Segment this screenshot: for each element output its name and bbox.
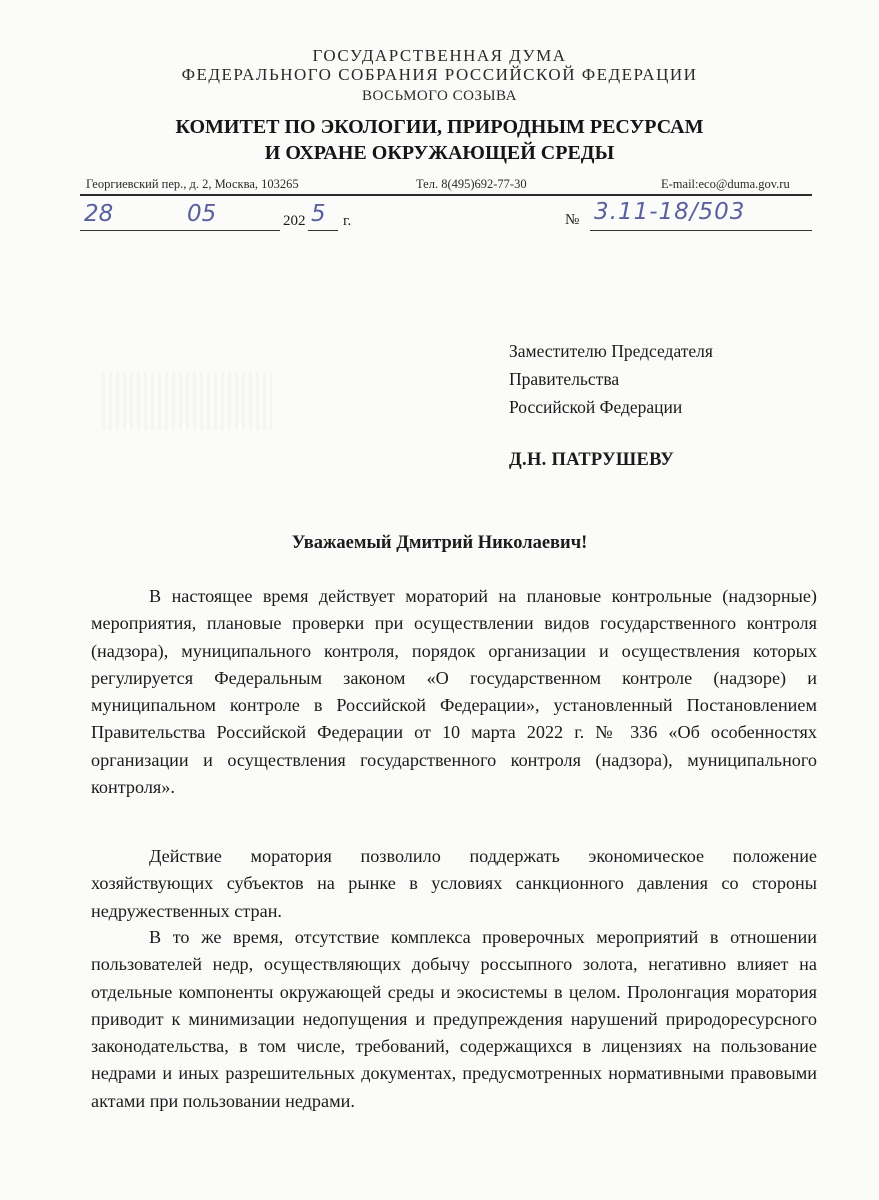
date-underline bbox=[80, 230, 280, 231]
committee-email[interactable]: E-mail:eco@duma.gov.ru bbox=[661, 177, 790, 191]
letterhead-divider bbox=[80, 194, 812, 196]
date-year-digit: 5 bbox=[311, 201, 326, 227]
committee-phone: Тел. 8(495)692-77-30 bbox=[416, 177, 527, 191]
committee-address: Георгиевский пер., д. 2, Москва, 103265 bbox=[86, 177, 299, 191]
letterhead-convocation: ВОСЬМОГО СОЗЫВА bbox=[362, 88, 517, 104]
body-paragraph-2: Действие моратория позволило поддержать экономическое положение хозяйствующих субъектов на рынке в условиях санкционного давления со стороны недружественных стран. bbox=[91, 846, 817, 921]
year-underline bbox=[308, 230, 338, 231]
date-year-suffix: г. bbox=[343, 213, 352, 229]
faded-stamp-mark bbox=[102, 372, 272, 430]
addressee-line1: Заместителю Председателя bbox=[509, 341, 713, 361]
letterhead-duma: ГОСУДАРСТВЕННАЯ ДУМА bbox=[312, 46, 567, 65]
date-month: 05 bbox=[187, 201, 217, 227]
number-sign: № bbox=[565, 212, 580, 228]
number-underline bbox=[590, 230, 812, 231]
body-paragraph-1: В настоящее время действует мораторий на плановые контрольные (надзорные) мероприятия, плановые проверки при осуществлении видов государственного контроля (надзора), муниципального контроля, порядок организации и осуществления которых регулируется Федеральным законом «О государственном контроле (надзоре) и муниципальном контроле в Российской Федерации», установленный Постановлением Правительства Российской Федерации от 10 марта 2022 г. № 336 «Об особенностях организации и осуществления государственного контроля (надзора), муниципального контроля». bbox=[91, 586, 817, 798]
committee-title-line1: КОМИТЕТ ПО ЭКОЛОГИИ, ПРИРОДНЫМ РЕСУРСАМ bbox=[175, 116, 704, 138]
salutation: Уважаемый Дмитрий Николаевич! bbox=[291, 533, 588, 553]
date-day: 28 bbox=[84, 201, 114, 227]
registration-number: 3.11-18/503 bbox=[594, 199, 746, 225]
letterhead-federal-assembly: ФЕДЕРАЛЬНОГО СОБРАНИЯ РОССИЙСКОЙ ФЕДЕРАЦИИ bbox=[181, 65, 698, 84]
addressee-name: Д.Н. ПАТРУШЕВУ bbox=[509, 450, 675, 470]
committee-title-line2: И ОХРАНЕ ОКРУЖАЮЩЕЙ СРЕДЫ bbox=[264, 142, 615, 164]
addressee-line3: Российской Федерации bbox=[509, 397, 683, 417]
date-year-prefix: 202 bbox=[283, 213, 306, 229]
addressee-line2: Правительства bbox=[509, 369, 620, 389]
body-paragraph-3: В то же время, отсутствие комплекса проверочных мероприятий в отношении пользователей недр, осуществляющих добычу россыпного золота, негативно влияет на отдельные компоненты окружающей среды и экосистемы в целом. Пролонгация моратория приводит к минимизации недопущения и предупреждения нарушений природоресурсного законодательства, в том числе, требований, содержащихся в лицензиях на пользование недрами и иных разрешительных документах, предусмотренных нормативными правовыми актами при пользовании недрами. bbox=[91, 927, 817, 1111]
